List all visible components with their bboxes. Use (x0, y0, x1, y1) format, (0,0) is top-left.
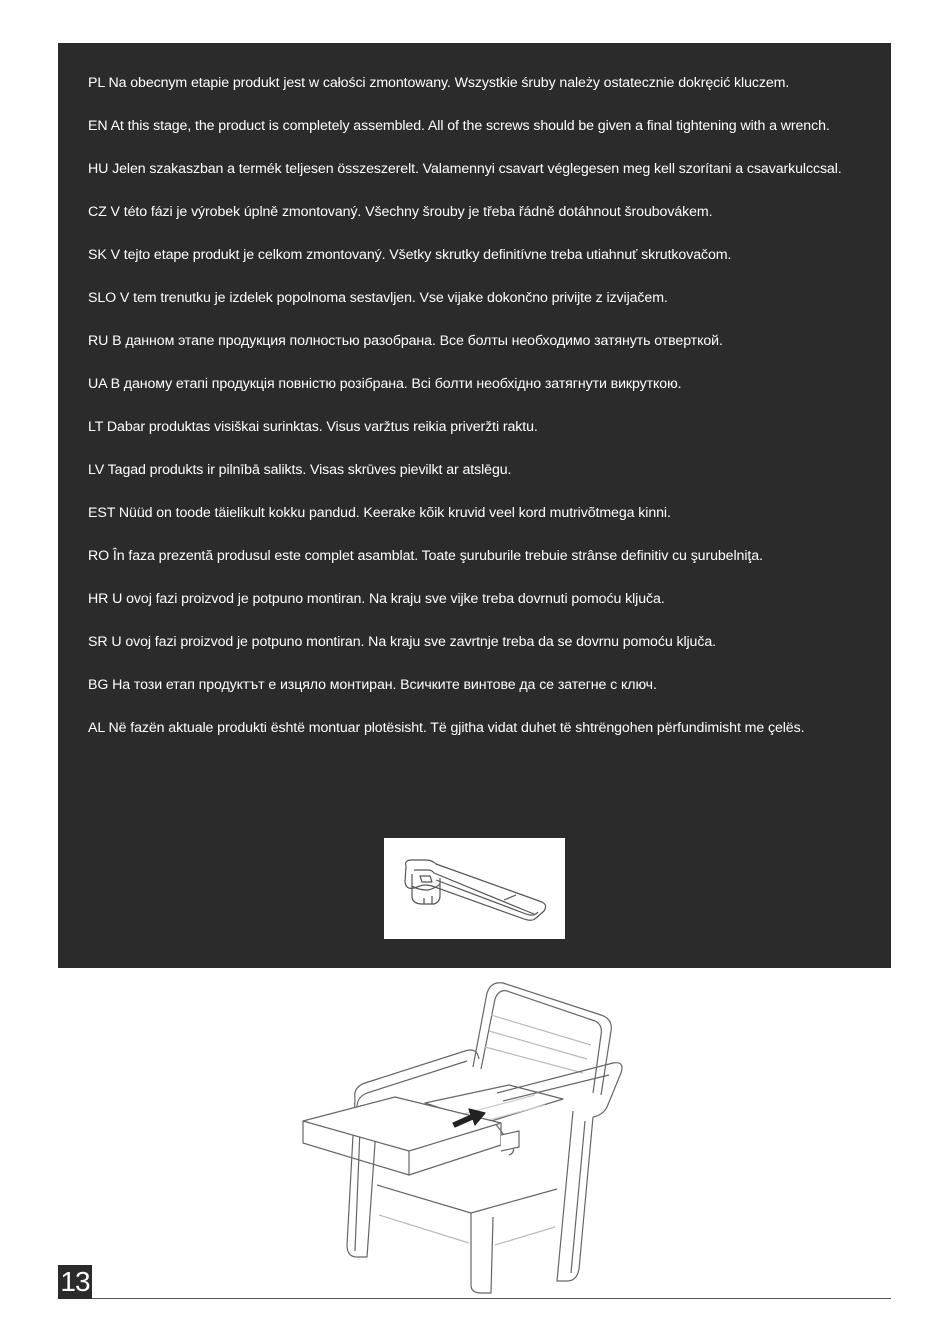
paragraph-en: EN At this stage, the product is completely assembled. All of the screws should be given a final tightening with a wrench. (88, 118, 830, 134)
chair-illustration (295, 975, 635, 1300)
paragraph-hu: HU Jelen szakaszban a termék teljesen összeszerelt. Valamennyi csavart véglegesen meg kell szorítani a csavarkulccsal. (88, 161, 842, 177)
wrench-illustration (384, 838, 565, 939)
instructions-panel (58, 43, 891, 968)
paragraph-lv: LV Tagad produkts ir pilnībā salikts. Visas skrūves pievilkt ar atslēgu. (88, 462, 512, 478)
paragraph-hr: HR U ovoj fazi proizvod je potpuno montiran. Na kraju sve vijke treba dovrnuti pomoću ključa. (88, 591, 665, 607)
paragraph-ru: RU В данном этапе продукция полностью разобрана. Все болты необходимо затянуть отверткой. (88, 333, 723, 349)
paragraph-sr: SR U ovoj fazi proizvod je potpuno montiran. Na kraju sve zavrtnje treba da se dovrnu pomoću ključa. (88, 634, 716, 650)
page-number: 13 (58, 1265, 92, 1299)
paragraph-slo: SLO V tem trenutku je izdelek popolnoma sestavljen. Vse vijake dokončno privijte z izvijačem. (88, 290, 668, 306)
paragraph-al: AL Në fazën aktuale produkti është montuar plotësisht. Të gjitha vidat duhet të shtrëngohen përfundimisht me çelës. (88, 720, 805, 736)
paragraph-cz: CZ V této fázi je výrobek úplně zmontovaný. Všechny šrouby je třeba řádně dotáhnout šroubovákem. (88, 204, 713, 220)
paragraph-ua: UA В даному етапі продукція повністю розібрана. Всі болти необхідно затягнути викруткою. (88, 376, 682, 392)
wrench-icon (384, 838, 565, 939)
paragraph-ro: RO În faza prezentă produsul este complet asamblat. Toate şuruburile trebuie strânse definitiv cu şurubelniţa. (88, 548, 763, 564)
paragraph-pl: PL Na obecnym etapie produkt jest w całości zmontowany. Wszystkie śruby należy ostatecznie dokręcić kluczem. (88, 75, 790, 91)
footer-divider (92, 1298, 891, 1299)
paragraph-sk: SK V tejto etape produkt je celkom zmontovaný. Všetky skrutky definitívne treba utiahnuť skrutkovačom. (88, 247, 732, 263)
paragraph-est: EST Nüüd on toode täielikult kokku pandud. Keerake kõik kruvid veel kord mutrivõtmega kinni. (88, 505, 671, 521)
chair-cushion-icon (295, 975, 635, 1300)
paragraph-bg: BG На този етап продуктът е изцяло монтиран. Всичките винтове да се затегне с ключ. (88, 677, 657, 693)
paragraph-lt: LT Dabar produktas visiškai surinktas. Visus varžtus reikia priveržti raktu. (88, 419, 538, 435)
